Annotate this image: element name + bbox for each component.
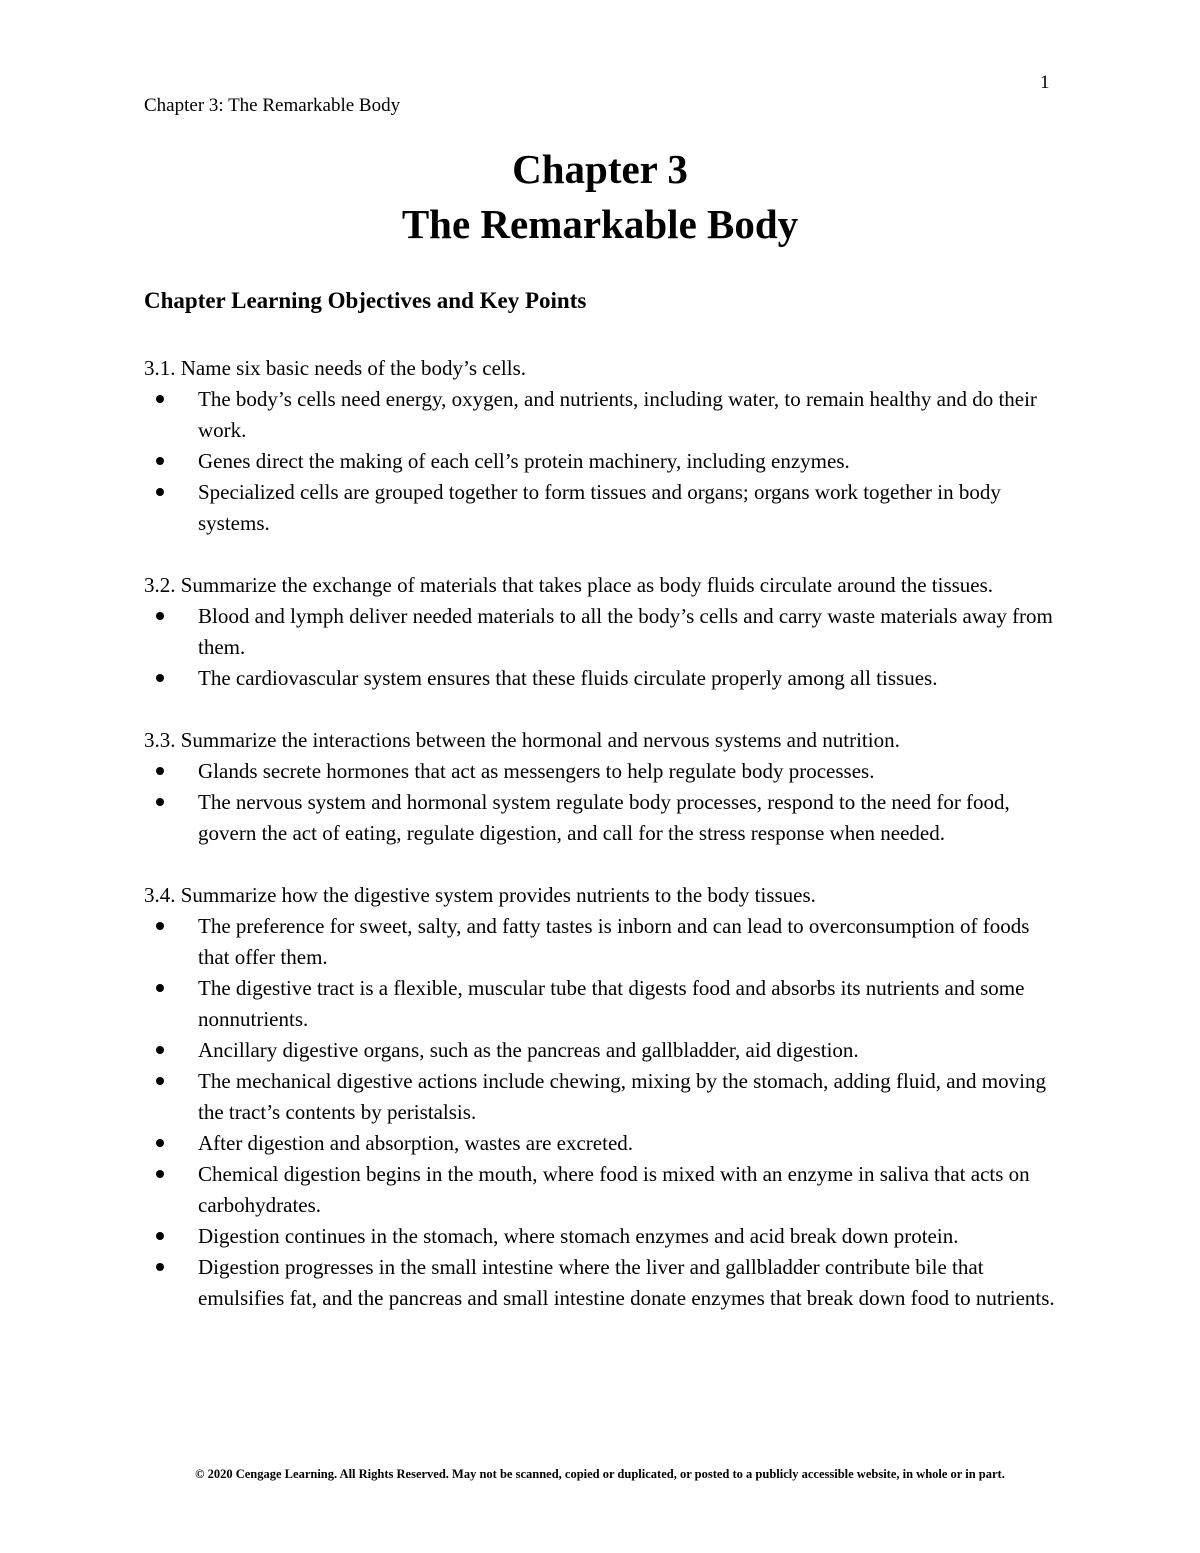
objective-section xyxy=(144,570,1064,694)
chapter-number-title: Chapter 3 xyxy=(512,146,688,192)
key-point xyxy=(144,601,1064,663)
bullet-icon xyxy=(156,1263,164,1271)
key-point xyxy=(144,911,1064,973)
bullet-icon xyxy=(156,1139,164,1147)
key-point-text: The body’s cells need energy, oxygen, and nutrients, including water, to remain healthy and do their work. xyxy=(198,387,1037,442)
key-point xyxy=(144,1252,1064,1314)
objective-title: 3.4. Summarize how the digestive system provides nutrients to the body tissues. xyxy=(144,883,816,907)
key-point xyxy=(144,1128,1064,1159)
objective-title: 3.2. Summarize the exchange of materials that takes place as body fluids circulate around the tissues. xyxy=(144,573,994,597)
key-point-text: Glands secrete hormones that act as messengers to help regulate body processes. xyxy=(198,759,875,783)
page-number: 1 xyxy=(1040,72,1050,93)
bullet-icon xyxy=(156,457,164,465)
key-point-text: Digestion continues in the stomach, where stomach enzymes and acid break down protein. xyxy=(198,1224,959,1248)
bullet-icon xyxy=(156,767,164,775)
key-point-text: Specialized cells are grouped together to form tissues and organs; organs work together in body systems. xyxy=(198,480,1001,535)
key-point xyxy=(144,446,1064,477)
bullet-icon xyxy=(156,984,164,992)
key-point xyxy=(144,663,1064,694)
key-point xyxy=(144,1066,1064,1128)
key-point-text: The preference for sweet, salty, and fatty tastes is inborn and can lead to overconsumption of foods that offer them. xyxy=(198,914,1030,969)
key-point xyxy=(144,384,1064,446)
key-points-list xyxy=(144,756,1064,849)
key-point xyxy=(144,787,1064,849)
key-point-text: Ancillary digestive organs, such as the pancreas and gallbladder, aid digestion. xyxy=(198,1038,859,1062)
bullet-icon xyxy=(156,1046,164,1054)
chapter-name-title: The Remarkable Body xyxy=(401,201,799,247)
copyright-footer: © 2020 Cengage Learning. All Rights Reserved. May not be scanned, copied or duplicated, or posted to a publicly accessible website, in whole or in part. xyxy=(195,1467,1005,1481)
bullet-icon xyxy=(156,798,164,806)
objective-section xyxy=(144,725,1064,849)
key-point xyxy=(144,756,1064,787)
key-point-text: Blood and lymph deliver needed materials to all the body’s cells and carry waste materials away from them. xyxy=(198,604,1053,659)
bullet-icon xyxy=(156,1170,164,1178)
key-point-text: The cardiovascular system ensures that these fluids circulate properly among all tissues. xyxy=(198,666,938,690)
objective-title: 3.3. Summarize the interactions between the hormonal and nervous systems and nutrition. xyxy=(144,728,900,752)
key-point-text: Chemical digestion begins in the mouth, where food is mixed with an enzyme in saliva that acts on carbohydrates. xyxy=(198,1162,1030,1217)
key-point xyxy=(144,1221,1064,1252)
key-point-text: The nervous system and hormonal system regulate body processes, respond to the need for food, govern the act of eating, regulate digestion, and call for the stress response when needed. xyxy=(198,790,1010,845)
key-point xyxy=(144,973,1064,1035)
bullet-icon xyxy=(156,674,164,682)
section-heading: Chapter Learning Objectives and Key Points xyxy=(144,288,587,313)
key-point-text: After digestion and absorption, wastes are excreted. xyxy=(198,1131,634,1155)
key-point xyxy=(144,1035,1064,1066)
chapter-title xyxy=(0,142,1200,252)
bullet-icon xyxy=(156,395,164,403)
key-point-text: The digestive tract is a flexible, muscular tube that digests food and absorbs its nutrients and some nonnutrients. xyxy=(198,976,1025,1031)
key-point xyxy=(144,1159,1064,1221)
key-points-list xyxy=(144,911,1064,1314)
key-points-list xyxy=(144,384,1064,539)
key-point-text: Genes direct the making of each cell’s protein machinery, including enzymes. xyxy=(198,449,850,473)
bullet-icon xyxy=(156,612,164,620)
key-points-list xyxy=(144,601,1064,694)
objective-section xyxy=(144,880,1064,1314)
running-header: Chapter 3: The Remarkable Body xyxy=(144,95,401,116)
objectives-list xyxy=(144,353,1064,1345)
bullet-icon xyxy=(156,1232,164,1240)
key-point xyxy=(144,477,1064,539)
objective-section xyxy=(144,353,1064,539)
key-point-text: The mechanical digestive actions include chewing, mixing by the stomach, adding fluid, and moving the tract’s contents by peristalsis. xyxy=(198,1069,1046,1124)
objective-title: 3.1. Name six basic needs of the body’s cells. xyxy=(144,356,526,380)
key-point-text: Digestion progresses in the small intestine where the liver and gallbladder contribute bile that emulsifies fat, and the pancreas and small intestine donate enzymes that break down food to nutrients. xyxy=(198,1255,1055,1310)
bullet-icon xyxy=(156,1077,164,1085)
bullet-icon xyxy=(156,488,164,496)
bullet-icon xyxy=(156,922,164,930)
